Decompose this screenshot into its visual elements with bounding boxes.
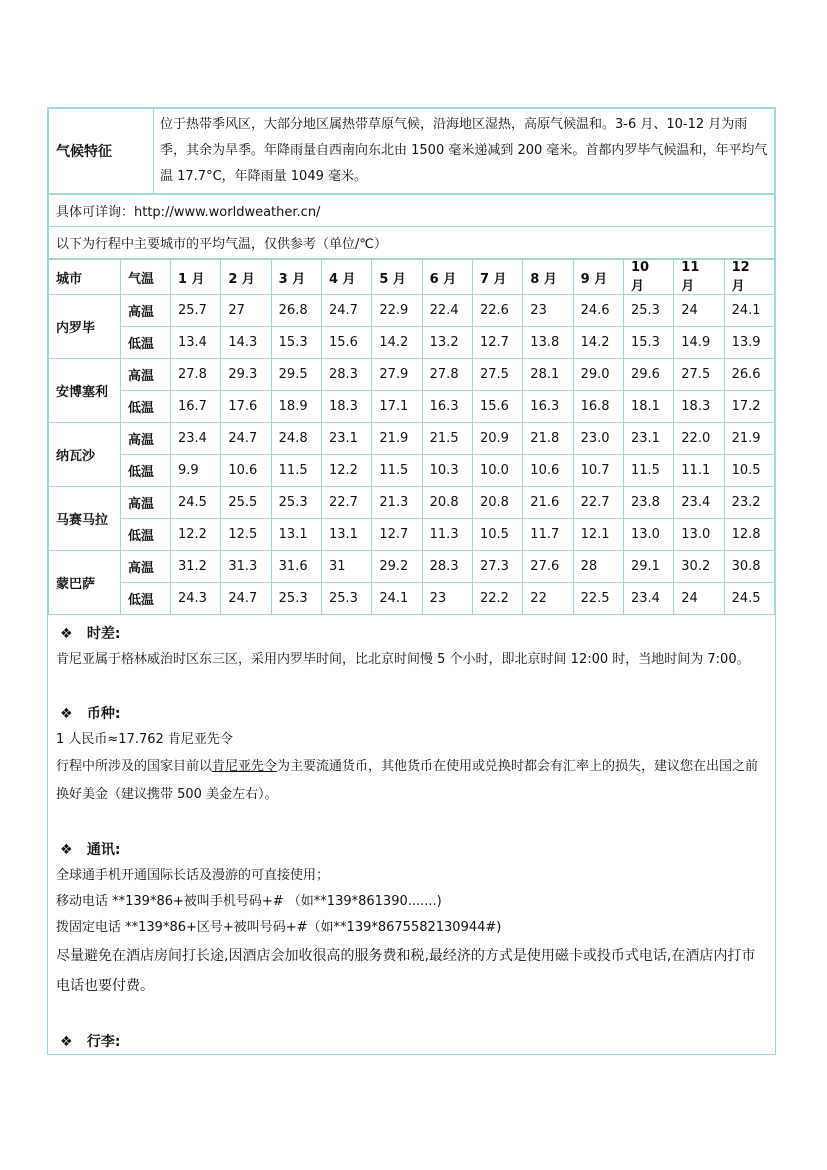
high-temp-label: 高温 xyxy=(121,487,171,519)
temp-cell: 16.7 xyxy=(171,391,221,423)
city-name: 内罗毕 xyxy=(49,295,121,359)
temp-cell: 27.9 xyxy=(372,359,422,391)
city-name: 马赛马拉 xyxy=(49,487,121,551)
climate-text: 位于热带季风区，大部分地区属热带草原气候，沿海地区湿热，高原气候温和。3-6 月、10-12 月为雨季，其余为旱季。年降雨量自西南向东北由 1500 毫米递减到 200 毫米。首都内罗毕气候温和，年平均气温 17.7°C，年降雨量 1049 毫米。 xyxy=(154,109,775,194)
temp-cell: 15.3 xyxy=(271,327,321,359)
temp-cell: 12.2 xyxy=(171,519,221,551)
temp-cell: 24.1 xyxy=(372,583,422,615)
temp-cell: 16.3 xyxy=(422,391,472,423)
temp-cell: 10.5 xyxy=(724,455,774,487)
table-row xyxy=(49,295,775,327)
table-row xyxy=(49,487,775,519)
timezone-text: 肯尼亚属于格林威治时区东三区，采用内罗毕时间，比北京时间慢 5 个小时，即北京时间 12:00 时，当地时间为 7:00。 xyxy=(56,652,750,667)
temp-cell: 31.6 xyxy=(271,551,321,583)
temp-cell: 29.6 xyxy=(623,359,673,391)
telecom-heading: ❖ 通讯: xyxy=(56,837,767,863)
table-row xyxy=(49,423,775,455)
temp-cell: 20.8 xyxy=(472,487,522,519)
temp-cell: 27.8 xyxy=(422,359,472,391)
temp-cell: 22.4 xyxy=(422,295,472,327)
column-header: 3 月 xyxy=(271,260,321,295)
low-temp-label: 低温 xyxy=(121,391,171,423)
temp-cell: 18.3 xyxy=(321,391,371,423)
low-temp-label: 低温 xyxy=(121,583,171,615)
climate-label: 气候特征 xyxy=(49,109,154,194)
temp-cell: 23.8 xyxy=(623,487,673,519)
column-header: 8 月 xyxy=(523,260,573,295)
diamond-bullet-icon: ❖ xyxy=(60,706,73,722)
temp-cell: 18.9 xyxy=(271,391,321,423)
temp-cell: 11.5 xyxy=(372,455,422,487)
temp-cell: 25.3 xyxy=(271,487,321,519)
weather-link-line: 具体可详询：http://www.worldweather.cn/ xyxy=(49,195,775,227)
city-name: 纳瓦沙 xyxy=(49,423,121,487)
temp-cell: 14.2 xyxy=(573,327,623,359)
temp-cell: 25.5 xyxy=(221,487,271,519)
temp-cell: 30.2 xyxy=(674,551,724,583)
temp-cell: 27 xyxy=(221,295,271,327)
diamond-bullet-icon: ❖ xyxy=(60,1034,73,1050)
temp-cell: 13.0 xyxy=(674,519,724,551)
temp-cell: 21.8 xyxy=(523,423,573,455)
temp-cell: 20.8 xyxy=(422,487,472,519)
high-temp-label: 高温 xyxy=(121,359,171,391)
temp-cell: 15.6 xyxy=(321,327,371,359)
temp-cell: 28.3 xyxy=(422,551,472,583)
temp-cell: 26.6 xyxy=(724,359,774,391)
temp-cell: 31.2 xyxy=(171,551,221,583)
temp-cell: 14.2 xyxy=(372,327,422,359)
column-header: 5 月 xyxy=(372,260,422,295)
temp-cell: 22.7 xyxy=(573,487,623,519)
temp-cell: 25.7 xyxy=(171,295,221,327)
temp-cell: 27.8 xyxy=(171,359,221,391)
temp-cell: 22.7 xyxy=(321,487,371,519)
temp-cell: 24.7 xyxy=(221,423,271,455)
city-name: 安博塞利 xyxy=(49,359,121,423)
temp-cell: 10.5 xyxy=(472,519,522,551)
temp-cell: 23 xyxy=(523,295,573,327)
temp-cell: 23.1 xyxy=(623,423,673,455)
temp-cell: 13.4 xyxy=(171,327,221,359)
temp-cell: 21.9 xyxy=(372,423,422,455)
temp-cell: 13.0 xyxy=(623,519,673,551)
temp-cell: 12.1 xyxy=(573,519,623,551)
temp-cell: 11.5 xyxy=(623,455,673,487)
temp-cell: 21.5 xyxy=(422,423,472,455)
temp-cell: 29.1 xyxy=(623,551,673,583)
low-temp-label: 低温 xyxy=(121,519,171,551)
column-header: 7 月 xyxy=(472,260,522,295)
temp-cell: 11.1 xyxy=(674,455,724,487)
temp-cell: 24 xyxy=(674,583,724,615)
temp-cell: 26.8 xyxy=(271,295,321,327)
table-row xyxy=(49,519,775,551)
temp-cell: 21.6 xyxy=(523,487,573,519)
temp-cell: 17.2 xyxy=(724,391,774,423)
temp-cell: 16.3 xyxy=(523,391,573,423)
temp-cell: 24.3 xyxy=(171,583,221,615)
table-row xyxy=(49,583,775,615)
temp-cell: 22.0 xyxy=(674,423,724,455)
table-row xyxy=(49,359,775,391)
travel-notes xyxy=(48,621,775,1055)
temp-cell: 10.6 xyxy=(523,455,573,487)
temp-cell: 10.6 xyxy=(221,455,271,487)
temp-cell: 13.1 xyxy=(321,519,371,551)
table-row xyxy=(49,391,775,423)
temp-cell: 24.7 xyxy=(321,295,371,327)
temp-cell: 24 xyxy=(674,295,724,327)
column-header: 城市 xyxy=(49,260,121,295)
temp-cell: 29.5 xyxy=(271,359,321,391)
temperature-table xyxy=(48,259,775,615)
temp-cell: 27.5 xyxy=(674,359,724,391)
high-temp-label: 高温 xyxy=(121,423,171,455)
temp-cell: 12.5 xyxy=(221,519,271,551)
temp-cell: 28.3 xyxy=(321,359,371,391)
temp-cell: 29.2 xyxy=(372,551,422,583)
temp-cell: 22 xyxy=(523,583,573,615)
temp-cell: 29.3 xyxy=(221,359,271,391)
currency-heading: ❖ 币种: xyxy=(56,701,767,727)
temp-cell: 29.0 xyxy=(573,359,623,391)
temp-cell: 30.8 xyxy=(724,551,774,583)
diamond-bullet-icon: ❖ xyxy=(60,626,73,642)
temp-cell: 27.5 xyxy=(472,359,522,391)
currency-text: 行程中所涉及的国家目前以肯尼亚先令为主要流通货币，其他货币在使用或兑换时都会有汇率上的损失，建议您在出国之前换好美金（建议携带 500 美金左右）。 xyxy=(56,759,759,802)
temp-cell: 27.3 xyxy=(472,551,522,583)
low-temp-label: 低温 xyxy=(121,455,171,487)
temp-cell: 11.3 xyxy=(422,519,472,551)
table-row xyxy=(49,327,775,359)
column-header: 9 月 xyxy=(573,260,623,295)
temp-cell: 10.7 xyxy=(573,455,623,487)
luggage-heading: ❖ 行李: xyxy=(56,1029,767,1055)
temp-cell: 23.0 xyxy=(573,423,623,455)
column-header: 6 月 xyxy=(422,260,472,295)
temp-cell: 22.9 xyxy=(372,295,422,327)
high-temp-label: 高温 xyxy=(121,551,171,583)
table-row xyxy=(49,455,775,487)
temp-cell: 18.1 xyxy=(623,391,673,423)
temp-cell: 24.1 xyxy=(724,295,774,327)
temp-cell: 10.0 xyxy=(472,455,522,487)
temp-cell: 24.5 xyxy=(724,583,774,615)
temp-cell: 25.3 xyxy=(271,583,321,615)
temp-cell: 24.8 xyxy=(271,423,321,455)
temp-cell: 11.7 xyxy=(523,519,573,551)
temp-cell: 12.8 xyxy=(724,519,774,551)
temp-cell: 16.8 xyxy=(573,391,623,423)
telecom-line-3: 拨固定电话 **139*86+区号+被叫号码+#（如**139*8675582130944#) xyxy=(56,920,502,935)
temp-cell: 28 xyxy=(573,551,623,583)
temp-cell: 13.9 xyxy=(724,327,774,359)
column-header: 10 月 xyxy=(623,260,673,295)
column-header: 1 月 xyxy=(171,260,221,295)
temp-cell: 10.3 xyxy=(422,455,472,487)
temperature-intro-line: 以下为行程中主要城市的平均气温，仅供参考（单位/℃） xyxy=(49,227,775,259)
temp-cell: 13.8 xyxy=(523,327,573,359)
temp-cell: 22.2 xyxy=(472,583,522,615)
temp-cell: 15.6 xyxy=(472,391,522,423)
low-temp-label: 低温 xyxy=(121,327,171,359)
temp-cell: 17.6 xyxy=(221,391,271,423)
telecom-line-2: 移动电话 **139*86+被叫手机号码+# （如**139*861390.......) xyxy=(56,894,442,909)
temp-cell: 9.9 xyxy=(171,455,221,487)
column-header: 12 月 xyxy=(724,260,774,295)
temp-cell: 13.1 xyxy=(271,519,321,551)
temperature-header-row xyxy=(49,260,775,295)
temp-cell: 12.7 xyxy=(372,519,422,551)
temp-cell: 27.6 xyxy=(523,551,573,583)
temp-cell: 21.3 xyxy=(372,487,422,519)
temp-cell: 24.6 xyxy=(573,295,623,327)
temp-cell: 23.4 xyxy=(171,423,221,455)
temp-cell: 17.1 xyxy=(372,391,422,423)
temp-cell: 23 xyxy=(422,583,472,615)
telecom-line-1: 全球通手机开通国际长话及漫游的可直接使用； xyxy=(56,868,330,883)
column-header: 2 月 xyxy=(221,260,271,295)
timezone-heading: ❖ 时差: xyxy=(56,621,767,647)
temp-cell: 25.3 xyxy=(321,583,371,615)
table-row xyxy=(49,551,775,583)
temp-cell: 23.1 xyxy=(321,423,371,455)
temp-cell: 18.3 xyxy=(674,391,724,423)
temp-cell: 14.9 xyxy=(674,327,724,359)
temp-cell: 12.2 xyxy=(321,455,371,487)
currency-rate: 1 人民币≈17.762 肯尼亚先令 xyxy=(56,732,233,747)
info-table xyxy=(48,194,775,259)
temp-cell: 23.2 xyxy=(724,487,774,519)
temp-cell: 31.3 xyxy=(221,551,271,583)
currency-name: 肯尼亚先令 xyxy=(212,759,278,774)
temp-cell: 31 xyxy=(321,551,371,583)
temp-cell: 14.3 xyxy=(221,327,271,359)
temp-cell: 21.9 xyxy=(724,423,774,455)
temp-cell: 15.3 xyxy=(623,327,673,359)
temp-cell: 28.1 xyxy=(523,359,573,391)
temp-cell: 22.6 xyxy=(472,295,522,327)
temp-cell: 11.5 xyxy=(271,455,321,487)
temp-cell: 24.7 xyxy=(221,583,271,615)
temp-cell: 25.3 xyxy=(623,295,673,327)
temp-cell: 12.7 xyxy=(472,327,522,359)
temp-cell: 23.4 xyxy=(623,583,673,615)
temp-cell: 23.4 xyxy=(674,487,724,519)
city-name: 蒙巴萨 xyxy=(49,551,121,615)
diamond-bullet-icon: ❖ xyxy=(60,842,73,858)
column-header: 气温 xyxy=(121,260,171,295)
temp-cell: 20.9 xyxy=(472,423,522,455)
column-header: 11 月 xyxy=(674,260,724,295)
document-frame xyxy=(47,107,776,1055)
telecom-line-4: 尽量避免在酒店房间打长途,因酒店会加收很高的服务费和税,最经济的方式是使用磁卡或投币式电话,在酒店内打市电话也要付费。 xyxy=(56,948,756,994)
temp-cell: 13.2 xyxy=(422,327,472,359)
high-temp-label: 高温 xyxy=(121,295,171,327)
column-header: 4 月 xyxy=(321,260,371,295)
climate-table xyxy=(48,108,775,194)
temp-cell: 22.5 xyxy=(573,583,623,615)
temp-cell: 24.5 xyxy=(171,487,221,519)
